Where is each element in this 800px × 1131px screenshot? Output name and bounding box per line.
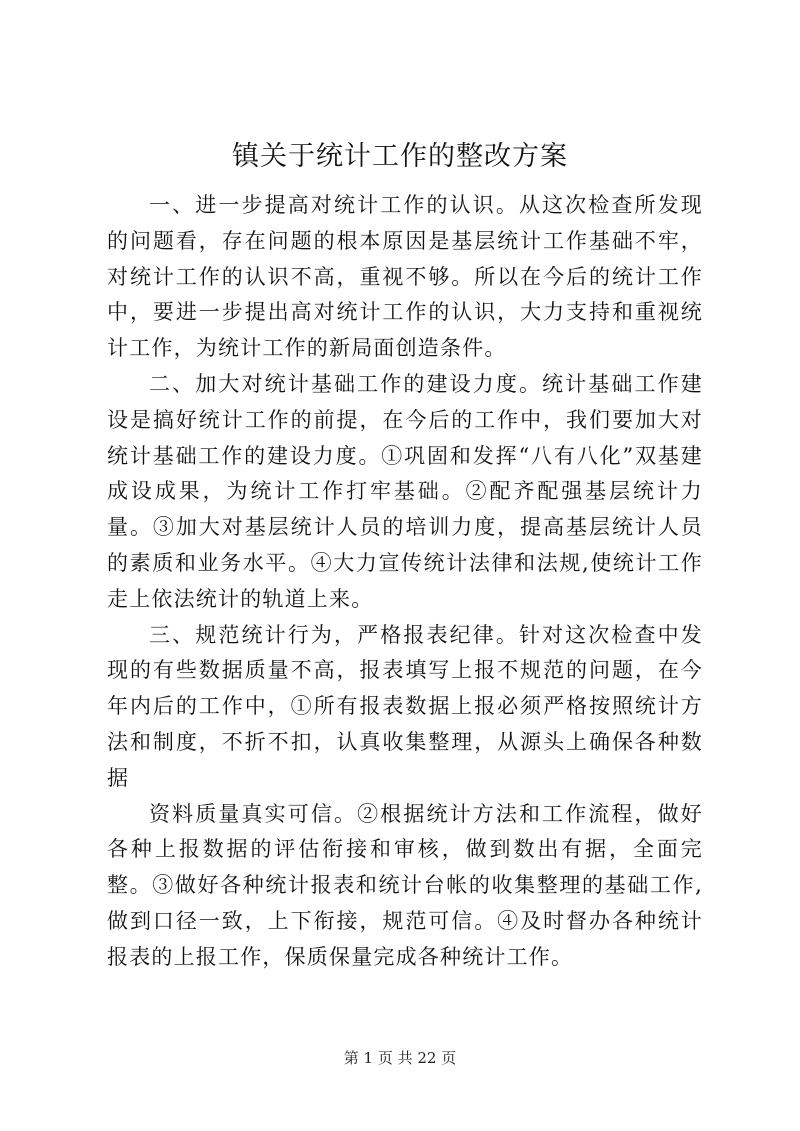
document-body — [107, 188, 703, 976]
document-title: 镇关于统计工作的整改方案 — [232, 141, 568, 172]
paragraph-4: 资料质量真实可信。②根据统计方法和工作流程，做好各种上报数据的评估衔接和审核，做到数出有据，全面完整。③做好各种统计报表和统计台帐的收集整理的基础工作,做到口径一致，上下衔接，规范可信。④及时督办各种统计报表的上报工作，保质保量完成各种统计工作。 — [107, 801, 703, 969]
page-number-label: 第 1 页 共 22 页 — [343, 1049, 457, 1067]
page-footer — [0, 1048, 800, 1068]
paragraph-2: 二、加大对统计基础工作的建设力度。统计基础工作建设是搞好统计工作的前提，在今后的工作中，我们要加大对统计基础工作的建设力度。①巩固和发挥“八有八化”双基建成设成果，为统计工作打牢基础。②配齐配强基层统计力量。③加大对基层统计人员的培训力度，提高基层统计人员的素质和业务水平。④大力宣传统计法律和法规,使统计工作走上依法统计的轨道上来。 — [107, 371, 703, 611]
paragraph-3: 三、规范统计行为，严格报表纪律。针对这次检查中发现的有些数据质量不高，报表填写上报不规范的问题，在今年内后的工作中，①所有报表数据上报必须严格按照统计方法和制度，不折不扣，认真收集整理，从源头上确保各种数据 — [107, 622, 703, 790]
paragraph-1: 一、进一步提高对统计工作的认识。从这次检查所发现的问题看，存在问题的根本原因是基层统计工作基础不牢，对统计工作的认识不高，重视不够。所以在今后的统计工作中，要进一步提出高对统计工作的认识，大力支持和重视统计工作，为统计工作的新局面创造条件。 — [107, 193, 703, 361]
